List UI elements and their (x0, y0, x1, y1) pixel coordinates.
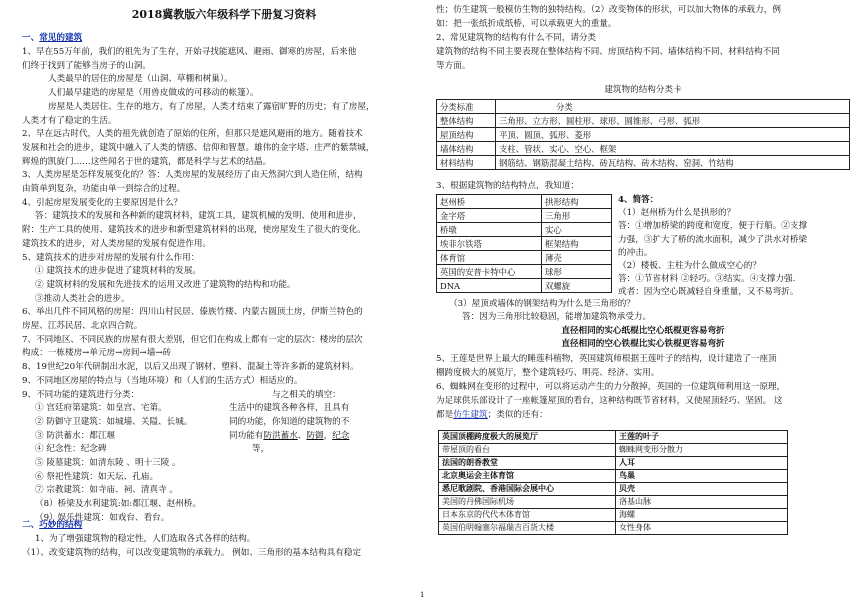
table-cell: 材料结构 (437, 156, 496, 170)
table-row (439, 431, 788, 444)
table-cell: 美国的丹佛国际机场 (439, 496, 616, 509)
table-cell: 墙体结构 (437, 142, 496, 156)
fill-segment: 防洪蓄水 (263, 430, 298, 441)
text-line: 6、蜘蛛网在变形的过程中，可以将运动产生的力分散掉，英国的一位建筑师利用这一原理， (436, 382, 786, 392)
text-line: 9、不同地区房屋的特点与（当地环境）和（人们的生活方式）相适应的。 (22, 375, 303, 386)
classify-item: （9）娱乐性建筑：如戏台、看台。 (35, 512, 170, 523)
table-row (439, 483, 788, 496)
table-cell: 支柱、管状、实心、空心、框架 (496, 142, 850, 156)
text-line: 9、不同功能的建筑进行分类： (22, 389, 140, 400)
classify-item: ① 宫廷府第建筑：如皇宫、宅第。 (35, 403, 167, 414)
table-cell: 体育馆 (437, 251, 542, 265)
table-cell: 赵州桥 (437, 195, 542, 209)
text-line: 3、人类房屋是怎样发展变化的？答：人类房屋的发展经历了由天然洞穴到人造住所，结构 (22, 170, 363, 181)
text-line: 人类最早的居住的房屋是（山洞、草棚和树巢）。 (48, 74, 233, 85)
structure-examples-table (436, 194, 612, 293)
table-cell: 英国的安普卡特中心 (437, 265, 542, 279)
table-row (437, 114, 850, 128)
fill-line: 等， (252, 444, 270, 455)
fill-segment: 同功能有 (229, 430, 264, 441)
text-line: 房屋、江苏民居、北京四合院。 (22, 321, 143, 331)
table-row (437, 265, 612, 279)
table-cell: 双螺旋 (542, 279, 612, 293)
table-cell: DNA (437, 279, 542, 293)
bionic-link[interactable]: 仿生建筑 (453, 410, 488, 420)
table-row (439, 509, 788, 522)
structure-table (436, 99, 850, 170)
bionic-buildings-table (438, 430, 788, 535)
table-cell: 三角形、立方形、圆柱形、球形、圆锥形、弓形、弧形 (496, 114, 850, 128)
text-line: 由简单到复杂，功能由单一到综合的过程。 (22, 184, 186, 194)
table-cell: 法国的朗香教堂 (439, 457, 616, 470)
fill-segment: 、 (297, 430, 307, 441)
text-line: 们终于找到了能够当房子的山洞。 (22, 60, 151, 71)
table-cell: 框架结构 (542, 237, 612, 251)
table-cell: 英国顶棚跨度极大的展览厅 (439, 431, 616, 444)
classify-item: ⑦ 宗教建筑：如寺庙、祠、清真寺 。 (35, 485, 178, 496)
classify-item: （8）桥梁及水利建筑:如:都江堰、赵州桥。 (35, 499, 201, 510)
table-cell: 钢筋结、钢筋混凝土结构、砖瓦结构、砖木结构、窑洞、竹结构 (496, 156, 850, 170)
table-cell: 女性身体 (616, 522, 788, 535)
text-line: 1、为了增强建筑物的稳定性，人们选取各式各样的结构。 (35, 534, 256, 544)
bold-line: 直径相同的实心纸棍比空心纸棍更容易弯折 (561, 326, 725, 336)
fill-segment: ， (323, 430, 333, 441)
text-line: （1）赵州桥为什么是拱形的？ (618, 208, 736, 219)
text-line: ③推动人类社会的进步。 (35, 293, 130, 304)
section-heading-1: 一、常见的建筑 (22, 33, 83, 43)
text-line: 建筑物的结构不同主要表现在整体结构不同、房顶结构不同、墙体结构不同、材料结构不同 (436, 47, 780, 57)
text-line: 发展和社会的进步，建筑中融入了人类的情感、信仰和智慧。雄伟的金字塔、庄严的紫禁城， (22, 142, 375, 153)
text-line (436, 409, 850, 423)
table-row (437, 237, 612, 251)
table-cell: 北京奥运会主体育馆 (439, 470, 616, 483)
text-line: 构成：一栋楼房→单元房→房间→墙→砖 (22, 348, 172, 359)
fill-segment: 防御 (306, 430, 324, 441)
fill-heading: 与之相关的填空： (272, 389, 341, 400)
table-cell: 王莲的叶子 (616, 431, 788, 444)
table-cell: 蜘蛛网变形分散力 (616, 444, 788, 457)
table-row (439, 496, 788, 509)
table-cell: 鸟巢 (616, 470, 788, 483)
text-line: 7、不同地区、不同民族的房屋有很大差别，但它们在构成上都有一定的层次：楼房的层次 (22, 334, 363, 345)
text-line: 1、早在55万年前，我们的祖先为了生存，开始寻找能遮风、避雨、御寒的房屋，后来他 (22, 47, 357, 57)
text-line: 2、常见建筑物的结构有什么不同，请分类 (436, 33, 597, 43)
table-cell: 人耳 (616, 457, 788, 470)
table-header-cell: 分类标准 (437, 100, 496, 114)
table-row (439, 522, 788, 535)
text-line: 答：①节省材料 ②轻巧。③结实。④支撑力强. (618, 274, 796, 285)
table-caption: 建筑物的结构分类卡 (604, 85, 682, 95)
fill-line (229, 430, 426, 444)
text-line: ② 建筑材料的发展和先进技术的运用又改进了建筑物的结构和功能。 (35, 279, 296, 290)
table-row (437, 156, 850, 170)
text-line: （1）、改变建筑物的结构，可以改变建筑物的承载力。 例如、三角形的基本结构具有稳定 (22, 548, 362, 558)
table-row (437, 195, 612, 209)
text-line: 或者：因为空心既减轻自身重量，又不易弯折。 (618, 287, 799, 298)
text-line: 答：建筑技术的发展和各种新的建筑材料，建筑工具，建筑机械的发明、使用和进步， (35, 211, 362, 222)
table-cell: 平顶、圆顶、弧形、菱形 (496, 128, 850, 142)
table-cell: 实心 (542, 223, 612, 237)
classify-item: ⑥ 祭祀性建筑：如天坛、孔庙。 (35, 471, 159, 482)
table-row (437, 223, 612, 237)
text-line: 辉煌的凯旋门……这些闻名于世的建筑，都是科学与艺术的结晶。 (22, 156, 272, 167)
classify-item: ④ 纪念性：纪念碑 (35, 444, 107, 455)
table-row (437, 100, 850, 114)
text-line: 棚跨度极大的展览厅，整个建筑轻巧、明亮、经济、实用。 (436, 368, 660, 378)
text-line: 为足球供乐部设计了一座帐篷屋顶的看台，这种结构既节省材料，又使屋顶轻巧、坚固。 这 (436, 396, 783, 406)
text-segment: ；类似的还有： (487, 410, 548, 420)
text-line: 力强，③扩大了桥的流水面积，减少了洪水对桥梁 (618, 234, 808, 245)
text-line: 5、王莲是世界上最大的睡莲科植物，英国建筑师根据王莲叶子的结构，设计建造了一座顶 (436, 354, 777, 364)
text-line: 的冲击。 (618, 247, 653, 258)
fill-line: 同的功能，你知道的建筑物的不 (229, 416, 350, 427)
text-line: 人类才有了稳定的生活。 (22, 115, 117, 126)
text-line: 人们最早建造的房屋是（用兽皮做成的可移动的帐篷）。 (48, 88, 259, 99)
table-cell: 屋顶结构 (437, 128, 496, 142)
table-cell: 海螺 (616, 509, 788, 522)
text-line: 如：把一张纸折成纸桥，可以承载更大的重量。 (436, 19, 617, 29)
text-segment: 都是 (436, 410, 454, 420)
table-cell: 日本东京的代代木体育馆 (439, 509, 616, 522)
table-cell: 悉尼歌剧院、香港国际会展中心 (439, 483, 616, 496)
table-row (437, 209, 612, 223)
text-line: （2）楼板、主柱为什么做成空心的？ (618, 261, 761, 271)
table-row (437, 142, 850, 156)
section-heading-2: 二、巧妙的结构 (22, 520, 83, 530)
table-cell: 桥墩 (437, 223, 542, 237)
text-line: 答：因为三角形比较稳固，能增加建筑物承受力。 (462, 312, 652, 322)
table-cell: 洛基山脉 (616, 496, 788, 509)
table-row (439, 444, 788, 457)
text-line: ① 建筑技术的进步促进了建筑材料的发展。 (35, 266, 202, 277)
table-cell: 三角形 (542, 209, 612, 223)
table-cell: 球形 (542, 265, 612, 279)
text-line: 答：①增加桥梁的跨度和宽度，便于行船。②支撑 (618, 221, 808, 232)
table-cell: 拱形结构 (542, 195, 612, 209)
text-line: 6、举出几件不同风格的房屋：四川山村民居、傣族竹楼、内蒙古圆顶土房，伊斯兰特色的 (22, 307, 363, 318)
classify-item: ② 防御守卫建筑：如城墙、关隘、长城。 (35, 416, 193, 427)
fill-segment: 纪念 (332, 430, 350, 441)
table-row (437, 279, 612, 293)
text-line: 8、19世纪20年代研制出水泥，以后又出现了钢材、塑料、混凝土等许多新的建筑材料。 (22, 362, 359, 373)
table-cell: 薄壳 (542, 251, 612, 265)
text-line: 4、引起房屋发展变化的主要原因是什么？ (22, 197, 183, 208)
table-cell: 整体结构 (437, 114, 496, 128)
text-line: 5、建筑技术的进步对房屋的发展有什么作用： (22, 252, 200, 263)
page-number: 1 (420, 591, 425, 599)
page-title: 2018冀教版六年级科学下册复习资料 (131, 8, 317, 21)
text-line: （3）屋顶或墙体的钢架结构为什么是三角形的？ (449, 299, 635, 309)
text-line: 2、早在远古时代，人类的祖先就创造了原始的住所，但那只是遮风避雨的地方。随着技术 (22, 129, 363, 140)
table-header-cell: 分类 (496, 100, 850, 114)
table-cell: 埃菲尔铁塔 (437, 237, 542, 251)
text-line: 3、根据建筑物的结构特点，我知道： (436, 181, 579, 191)
fill-line: 生活中的建筑各种各样，且具有 (229, 403, 350, 414)
text-line: 房屋是人类居住、生存的地方，有了房屋，人类才结束了露宿旷野的历史；有了房屋， (48, 101, 375, 112)
table-cell: 贝壳 (616, 483, 788, 496)
text-line: 4、简答： (618, 195, 659, 205)
table-row (437, 251, 612, 265)
classify-item: ③ 防洪蓄水：都江堰 (35, 430, 116, 441)
text-line: 附：生产工具的使用、建筑技术的进步和新型建筑材料的出现，使房屋发生了很大的变化。 (22, 225, 366, 236)
text-line: 性；仿生建筑一般模仿生物的独特结构。（2）改变物体的形状，可以加大物体的承载力，例 (436, 5, 781, 15)
table-row (439, 470, 788, 483)
text-line: 建筑技术的进步，对人类房屋的发展有促进作用。 (22, 238, 212, 249)
bold-line: 直径相同的空心铁棍比实心铁棍更容易弯折 (561, 339, 725, 349)
table-row (437, 128, 850, 142)
table-cell: 英国伯明翰塞尔福瑞吉百货大楼 (439, 522, 616, 535)
classify-item: ⑤ 陵墓建筑：如清东陵 、明十三陵 。 (35, 458, 181, 468)
table-row (439, 457, 788, 470)
table-cell: 金字塔 (437, 209, 542, 223)
table-cell: 带屋顶的看台 (439, 444, 616, 457)
text-line: 等方面。 (436, 61, 471, 71)
